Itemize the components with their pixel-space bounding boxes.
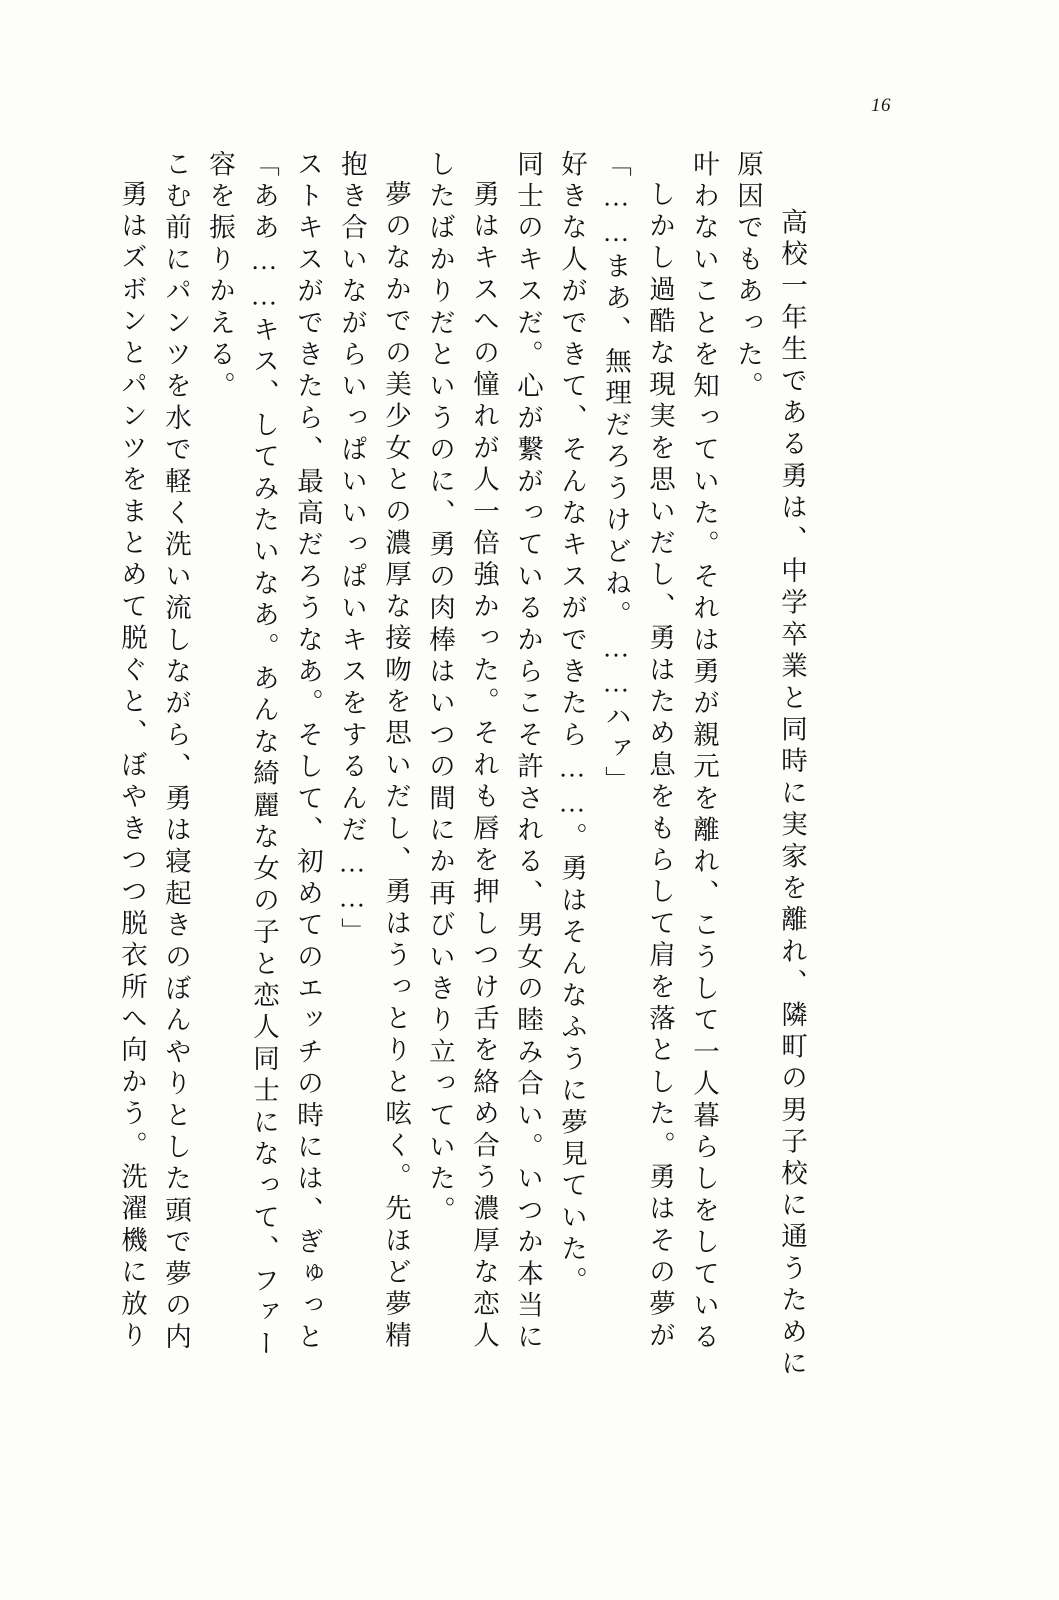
- text-line: 高校一年生である勇は、中学卒業と同時に実家を離れ、隣町の男子校に通うために: [777, 208, 807, 1381]
- text-line: 原因でもあった。: [733, 150, 763, 404]
- text-line: したばかりだというのに、勇の肉棒はいつの間にか再びいきり立っていた。: [425, 150, 455, 1228]
- text-line: 抱き合いながらいっぱいいっぱいキスをするんだ……」: [337, 150, 367, 950]
- page-number: 16: [871, 95, 891, 116]
- text-line: 叶わないことを知っていた。それは勇が親元を離れ、こうして一人暮らしをしている: [689, 150, 719, 1355]
- text-line: 勇はズボンとパンツをまとめて脱ぐと、ぼやきつつ脱衣所へ向かう。洗濯機に放り: [117, 180, 147, 1353]
- vertical-text-body: [101, 150, 981, 1450]
- text-line: こむ前にパンツを水で軽く洗い流しながら、勇は寝起きのぼんやりとした頭で夢の内: [161, 150, 191, 1355]
- text-line: しかし過酷な現実を思いだし、勇はため息をもらして肩を落とした。勇はその夢が: [645, 180, 675, 1353]
- text-line: 容を振りかえる。: [205, 150, 235, 404]
- text-line: 「……まあ、無理だろうけどね。……ハァ」: [601, 150, 631, 798]
- text-line: ストキスができたら、最高だろうなあ。そして、初めてのエッチの時には、ぎゅっと: [293, 150, 323, 1355]
- text-line: 勇はキスへの憧れが人一倍強かった。それも唇を押しつけ舌を絡め合う濃厚な恋人: [469, 180, 499, 1353]
- text-line: 同士のキスだ。心が繋がっているからこそ許される、男女の睦み合い。いつか本当に: [513, 150, 543, 1355]
- text-line: 好きな人ができて、そんなキスができたら……。勇はそんなふうに夢見ていた。: [557, 150, 587, 1299]
- text-line: 夢のなかでの美少女との濃厚な接吻を思いだし、勇はうっとりと呟く。先ほど夢精: [381, 180, 411, 1353]
- text-line: 「ああ……キス、してみたいなあ。あんな綺麗な女の子と恋人同士になって、ファー: [249, 150, 279, 1362]
